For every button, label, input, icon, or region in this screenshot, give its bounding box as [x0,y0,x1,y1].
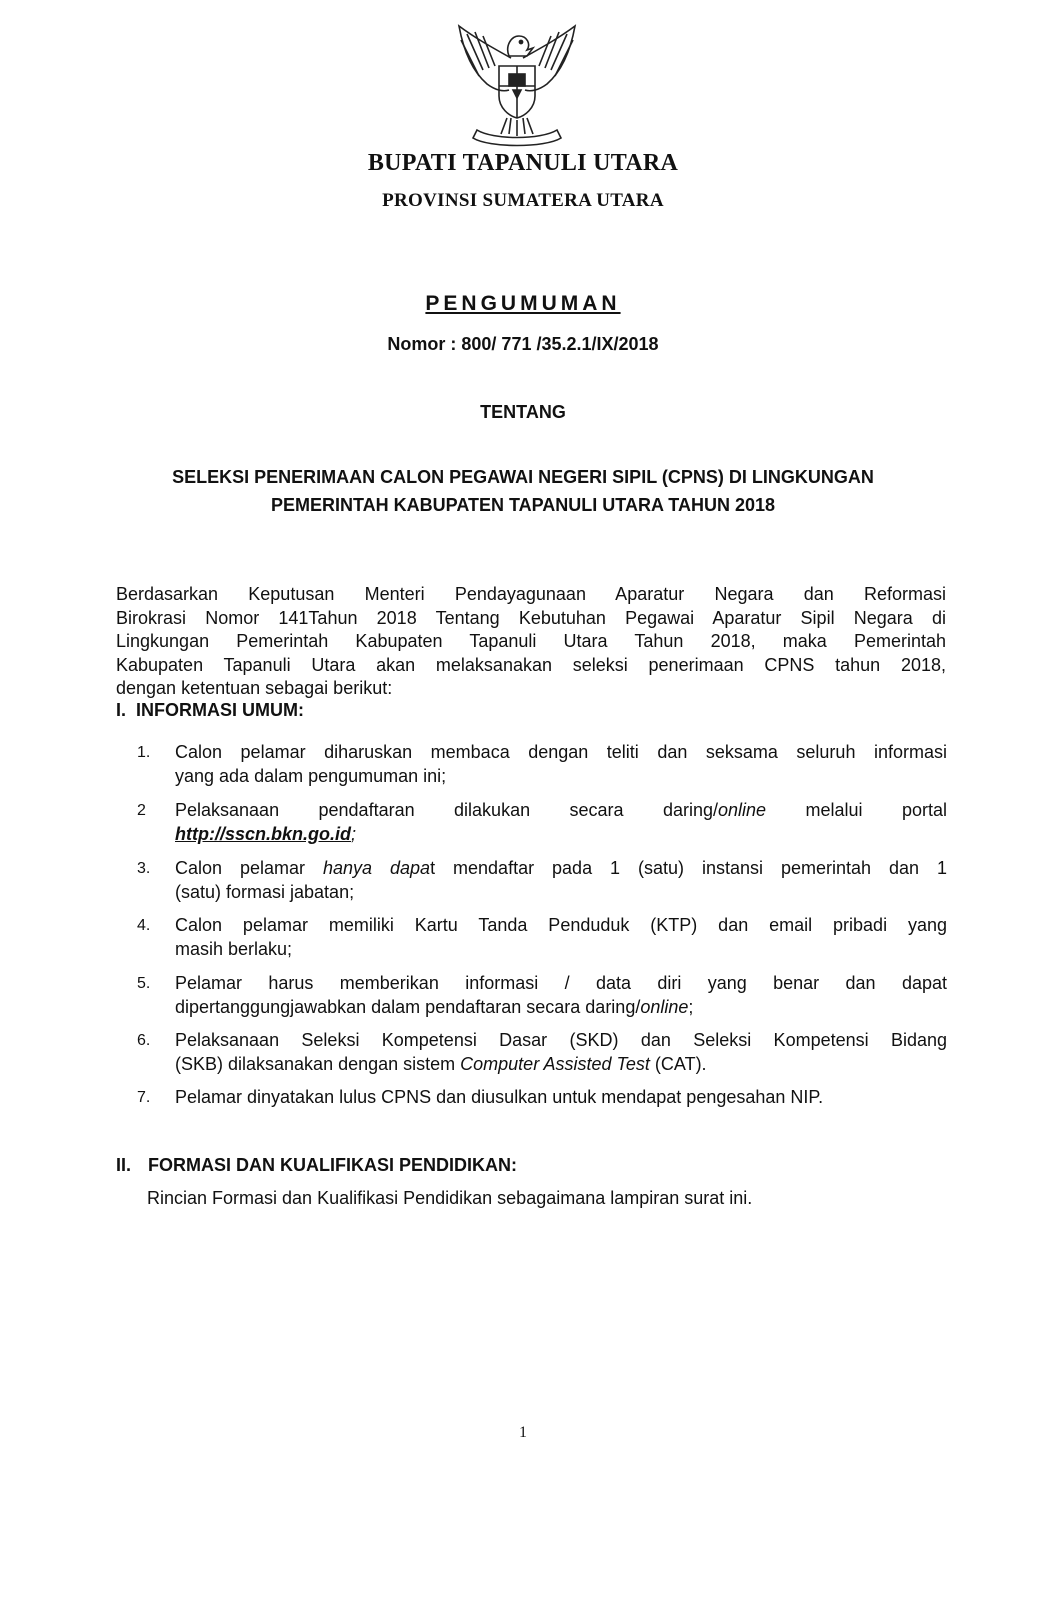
item-text-italic: online [718,800,767,820]
item-text-italic: online [640,996,689,1017]
item-number: 2 [137,802,146,819]
item-text: (satu) formasi jabatan; [175,881,355,902]
item-number: 6. [137,1032,151,1049]
announcement-number: Nomor : 800/ 771 /35.2.1/IX/2018 [387,334,659,354]
province-subtitle: PROVINSI SUMATERA UTARA [382,190,664,211]
section-title: INFORMASI UMUM: [136,700,304,720]
item-text-italic: Computer Assisted Test [460,1053,650,1074]
item-text-part: t mendaftar pada 1 (satu) instansi pemerintah dan 1 [430,858,947,878]
item-text [175,799,947,823]
regent-title: BUPATI TAPANULI UTARA [367,150,679,176]
announcement-title: PENGUMUMAN [425,292,621,315]
section-number: II. [116,1155,132,1175]
intro-paragraph [116,583,946,701]
item-text [175,823,947,847]
item-text [175,996,947,1020]
item-number: 3. [137,860,151,877]
item-text-part: melalui portal [766,800,947,820]
section-title: FORMASI DAN KUALIFIKASI PENDIDIKAN: [148,1155,517,1175]
item-text: yang ada dalam pengumuman ini; [175,765,447,786]
item-text: Pelamar harus memberikan informasi / data diri yang benar dan dapat [175,973,947,993]
item-number: 5. [137,975,151,992]
page-number: 1 [519,1424,527,1441]
item-text-part: ; [351,823,357,844]
paragraph-line: dengan ketentuan sebagai berikut: [116,678,393,698]
paragraph-line: Lingkungan Pemerintah Kabupaten Tapanuli Utara Tahun 2018, maka Pemerintah [116,631,946,651]
subject-line: SELEKSI PENERIMAAN CALON PEGAWAI NEGERI SIPIL (CPNS) DI LINGKUNGAN [172,467,874,487]
item-text-part: Calon pelamar [175,858,323,878]
item-number: 7. [137,1089,151,1106]
item-text [175,1053,947,1077]
announcement-subject [100,463,946,519]
subject-line: PEMERINTAH KABUPATEN TAPANULI UTARA TAHUN 2018 [270,495,775,515]
section-number: I. [116,700,127,720]
item-text: Pelaksanaan Seleksi Kompetensi Dasar (SKD) dan Seleksi Kompetensi Bidang [175,1030,947,1050]
item-text: Calon pelamar diharuskan membaca dengan teliti dan seksama seluruh informasi [175,742,947,762]
item-number: 1. [137,744,151,761]
item-text: Calon pelamar memiliki Kartu Tanda Penduduk (KTP) dan email pribadi yang [175,915,947,935]
section-1-heading [116,700,304,721]
paragraph-line: Birokrasi Nomor 141Tahun 2018 Tentang Kebutuhan Pegawai Aparatur Sipil Negara di [116,607,946,628]
paragraph-line: Kabupaten Tapanuli Utara akan melaksanakan seleksi penerimaan CPNS tahun 2018, [116,654,946,675]
item-text-part: ; [688,996,694,1017]
item-text-part: dipertanggungjawabkan dalam pendaftaran secara daring/ [175,996,641,1017]
item-text: masih berlaku; [175,938,293,959]
portal-link[interactable]: http://sscn.bkn.go.id [175,823,351,844]
item-text-italic: hanya dapa [323,858,431,878]
section-2-text: Rincian Formasi dan Kualifikasi Pendidikan sebagaimana lampiran surat ini. [147,1188,753,1208]
paragraph-line: Berdasarkan Keputusan Menteri Pendayagunaan Aparatur Negara dan Reformasi [116,584,946,604]
section-2-heading [116,1155,517,1176]
item-text [175,857,947,881]
item-text-part: Pelaksanaan pendaftaran dilakukan secara daring/ [175,800,719,820]
garuda-emblem-icon [453,18,581,150]
item-text-part: (SKB) dilaksanakan dengan sistem [175,1053,461,1074]
item-text-part: (CAT). [649,1053,707,1074]
item-number: 4. [137,917,151,934]
item-text: Pelamar dinyatakan lulus CPNS dan diusulkan untuk mendapat pengesahan NIP. [175,1087,824,1107]
announcement-tentang: TENTANG [480,402,566,422]
